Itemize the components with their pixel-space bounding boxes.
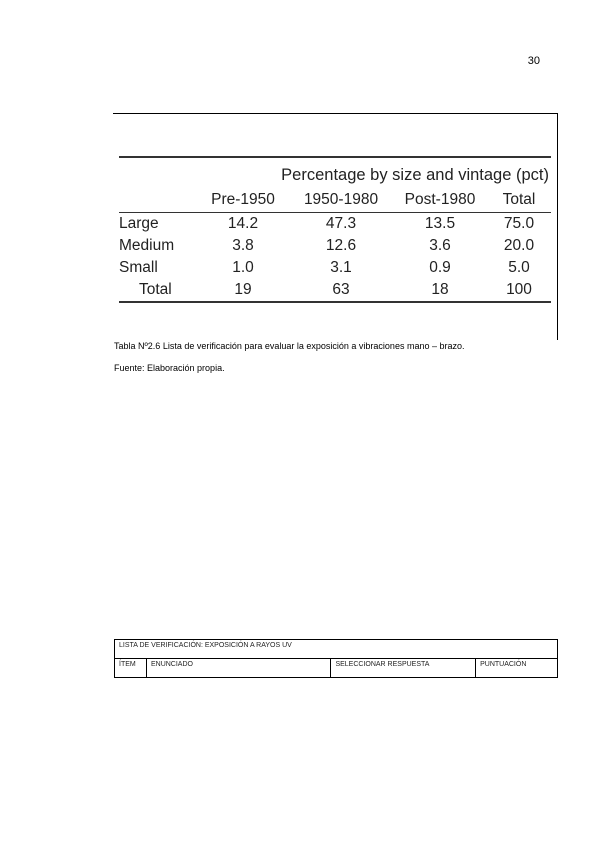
table-cell: 3.8 (232, 237, 254, 254)
page-number: 30 (527, 55, 540, 67)
column-header: Post-1980 (393, 188, 487, 213)
table-cell: 47.3 (325, 215, 357, 232)
checklist-header-row (115, 659, 558, 678)
table-cell: 18 (393, 279, 487, 302)
column-header-row (119, 188, 551, 213)
header-score: PUNTUACIÓN (476, 659, 558, 678)
row-label: Total (119, 279, 197, 302)
table-cell: 1.0 (232, 259, 254, 276)
table-cell: 0.9 (429, 259, 451, 276)
column-header: Pre-1950 (197, 188, 289, 213)
header-answer: SELECCIONAR RESPUESTA (331, 659, 476, 678)
table-cell: 12.6 (325, 237, 357, 254)
table-cell: 63 (289, 279, 393, 302)
vintage-size-table (119, 156, 551, 303)
source-note: Fuente: Elaboración propia. (114, 363, 225, 373)
header-item: ÍTEM (115, 659, 147, 678)
table-cell: 100 (487, 279, 551, 302)
table-cell: 5.0 (508, 259, 530, 276)
figure-image (113, 113, 558, 340)
table-cell: 3.6 (429, 237, 451, 254)
row-label: Large (119, 215, 159, 232)
table-row (119, 235, 551, 257)
table-cell: 20.0 (503, 237, 535, 254)
table-row (119, 257, 551, 279)
table-cell: 13.5 (424, 215, 456, 232)
table-row (119, 213, 551, 236)
total-row (119, 279, 551, 302)
row-label: Small (119, 259, 158, 276)
table-caption: Tabla Nº2.6 Lista de verificación para evaluar la exposición a vibraciones mano – brazo. (114, 341, 465, 351)
span-header: Percentage by size and vintage (pct) (281, 165, 549, 184)
table-cell: 19 (197, 279, 289, 302)
checklist-table (114, 639, 558, 678)
table-cell: 3.1 (330, 259, 352, 276)
column-header: 1950-1980 (289, 188, 393, 213)
table-cell: 14.2 (227, 215, 259, 232)
table-cell: 75.0 (503, 215, 535, 232)
column-header: Total (487, 188, 551, 213)
checklist-title: LISTA DE VERIFICACIÓN: EXPOSICIÓN A RAYOS UV (115, 640, 558, 659)
header-statement: ENUNCIADO (146, 659, 330, 678)
row-label: Medium (119, 237, 175, 254)
